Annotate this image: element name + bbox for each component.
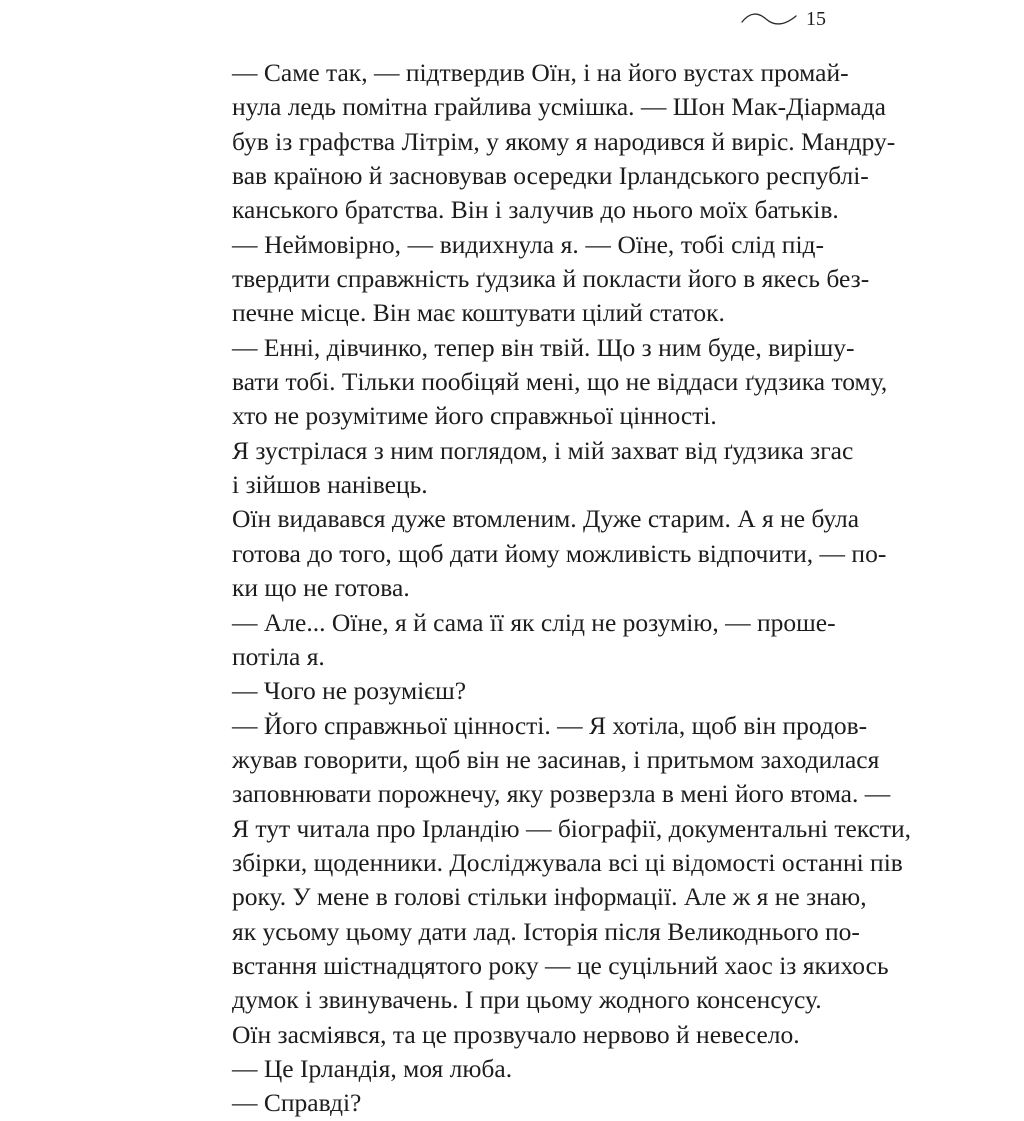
text-line: і зійшов нанівець. [232,470,428,500]
text-line: був із графства Літрім, у якому я народився й виріс. Мандру- [232,126,896,156]
text-line: ки що не готова. [232,573,410,603]
paragraph [200,709,912,1018]
text-line: — Чого не розумієш? [232,676,467,706]
text-line: нула ледь помітна грайлива усмішка. — Шон Мак-Діармада [232,92,886,122]
ornament-icon [740,10,798,28]
text-line: вав країною й засновував осередки Ірландського республі- [232,161,869,191]
text-line: як усьому цьому дати лад. Історія після Великоднього по- [232,916,860,946]
text-line: Оїн видавався дуже втомленим. Дуже старим. А я не була [232,504,860,534]
text-line: збірки, щоденники. Досліджувала всі ці відомості останні пів [232,847,903,877]
text-line: готова до того, щоб дати йому можливість відпочити, — по- [232,538,887,568]
text-line: канського братства. Він і залучив до нього моїх батьків. [232,195,839,225]
text-line: — Його справжньої цінності. — Я хотіла, щоб він продов- [232,710,868,740]
paragraph [200,1018,824,1052]
text-line: твердити справжність ґудзика й покласти його в якесь без- [232,264,870,294]
text-line: — Енні, дівчинко, тепер він твій. Що з ним буде, вирішу- [232,332,855,362]
body-text [200,56,912,1121]
paragraph [200,1086,824,1120]
text-line: печне місце. Він має коштувати цілий статок. [232,298,725,328]
paragraph [200,331,888,434]
text-line: — Але... Оїне, я й сама її як слід не розумію, — прошe- [232,607,836,637]
running-header [740,7,826,31]
text-line: хто не розумітиме його справжньої цінності. [232,401,717,431]
text-line: Я тут читала про Ірландію — біографії, документальні тексти, [232,813,912,843]
paragraph [200,606,836,675]
paragraph [200,502,887,605]
text-line: потіла я. [232,641,325,671]
text-line: встання шістнадцятого року — це суцільний хаос із якихось [232,950,889,980]
text-line: — Саме так, — підтвердив Оїн, і на його вустах промай- [232,58,849,87]
paragraph [200,1052,824,1086]
text-line: заповнювати порожнечу, яку розверзла в мені його втома. — [232,779,891,809]
text-line: думок і звинувачень. І при цьому жодного консенсусу. [232,985,822,1015]
text-line: — Справді? [232,1088,362,1118]
text-line: жував говорити, щоб він не засинав, і притьмом заходилася [232,744,880,774]
paragraph [200,434,854,503]
text-line: Я зустрілася з ним поглядом, і мій захват від ґудзика згас [232,435,854,465]
paragraph [200,56,896,228]
page-number: 15 [806,8,826,30]
paragraph [200,228,870,331]
text-line: — Неймовірно, — видихнула я. — Оїне, тобі слід під- [232,229,824,259]
text-line: — Це Ірландія, моя люба. [232,1053,513,1083]
text-line: року. У мене в голові стільки інформації. Але ж я не знаю, [232,882,867,912]
text-line: вати тобі. Тільки пообіцяй мені, що не віддаси ґудзика тому, [232,367,888,397]
text-line: Оїн засміявся, та це прозвучало нервово й невесело. [232,1019,800,1049]
paragraph [200,674,824,708]
